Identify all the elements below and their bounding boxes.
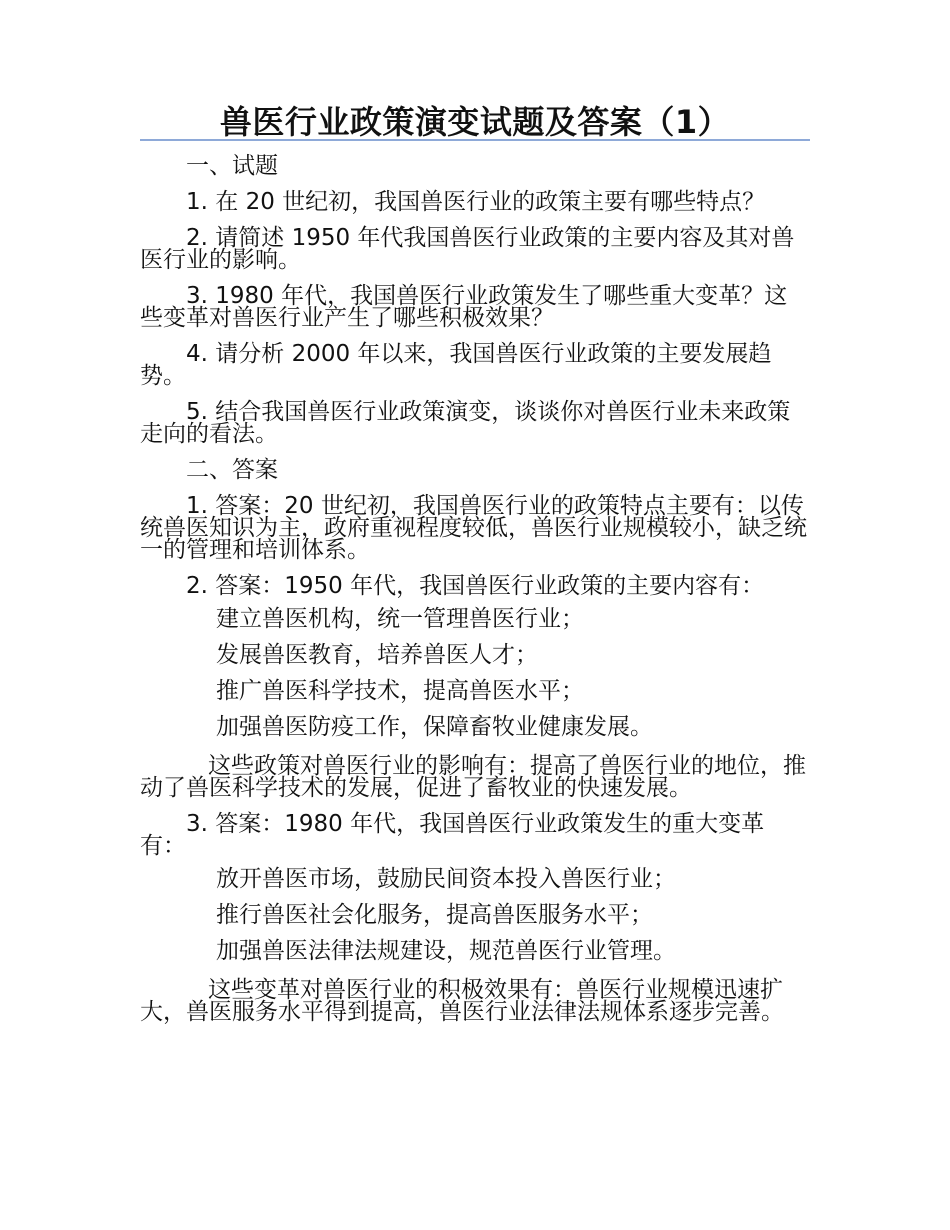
question-1: 1. 在 20 世纪初，我国兽医行业的政策主要有哪些特点？ xyxy=(186,189,766,215)
answer-2-item: 发展兽医教育，培养兽医人才； xyxy=(216,642,538,668)
answer-3-item: 加强兽医法律法规建设，规范兽医行业管理。 xyxy=(216,938,676,964)
section-heading-questions: 一、试题 xyxy=(186,153,278,179)
answer-2-item: 推广兽医科学技术，提高兽医水平； xyxy=(216,678,584,704)
answer-2-intro: 2. 答案：1950 年代，我国兽医行业政策的主要内容有： xyxy=(186,573,765,599)
answer-3-item: 放开兽医市场，鼓励民间资本投入兽医行业； xyxy=(216,866,676,892)
document-body xyxy=(140,155,810,1037)
question-4: 4. 请分析 2000 年以来，我国兽医行业政策的主要发展趋势。 xyxy=(140,341,772,389)
document-title: 兽医行业政策演变试题及答案（1） xyxy=(219,103,731,141)
question-5: 5. 结合我国兽医行业政策演变，谈谈你对兽医行业未来政策走向的看法。 xyxy=(140,399,791,447)
answer-2-item: 加强兽医防疫工作，保障畜牧业健康发展。 xyxy=(216,714,653,740)
answer-3-item: 推行兽医社会化服务，提高兽医服务水平； xyxy=(216,902,653,928)
answer-2-item: 建立兽医机构，统一管理兽医行业； xyxy=(216,606,584,632)
section-heading-answers: 二、答案 xyxy=(186,457,278,483)
answer-3-effect: 这些变革对兽医行业的积极效果有：兽医行业规模迅速扩大，兽医服务水平得到提高，兽医行业法律法规体系逐步完善。 xyxy=(140,977,784,1025)
question-3: 3. 1980 年代，我国兽医行业政策发生了哪些重大变革？这些变革对兽医行业产生了哪些积极效果？ xyxy=(140,283,788,331)
answer-2-effect: 这些政策对兽医行业的影响有：提高了兽医行业的地位，推动了兽医科学技术的发展，促进了畜牧业的快速发展。 xyxy=(140,753,806,801)
answer-1: 1. 答案：20 世纪初，我国兽医行业的政策特点主要有：以传统兽医知识为主，政府重视程度较低，兽医行业规模较小，缺乏统一的管理和培训体系。 xyxy=(140,493,807,563)
question-2: 2. 请简述 1950 年代我国兽医行业政策的主要内容及其对兽医行业的影响。 xyxy=(140,225,795,273)
title-underline xyxy=(140,139,810,141)
answer-3-intro: 3. 答案：1980 年代，我国兽医行业政策发生的重大变革有： xyxy=(140,811,765,859)
